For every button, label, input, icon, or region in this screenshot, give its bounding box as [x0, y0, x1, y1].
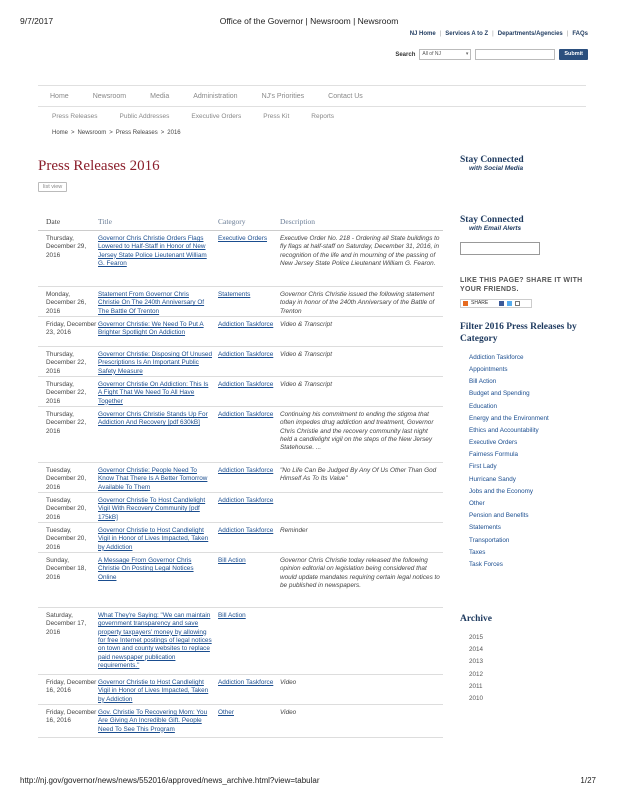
row-title-link[interactable]: Governor Chris Christie Orders Flags Lowered to Half-Staff in Honor of New Jersey State Police Lieutenant William G. Fearon: [98, 235, 207, 267]
table-row: [38, 493, 443, 523]
site-search: [395, 49, 588, 60]
row-category-cell: [218, 291, 280, 316]
twitter-icon: [507, 301, 512, 306]
row-description: Video & Transcript: [280, 351, 332, 358]
nav-priorities[interactable]: NJ's Priorities: [261, 92, 305, 100]
share-section: [460, 276, 595, 308]
share-label: SHARE: [471, 300, 489, 307]
category-filter-link[interactable]: Task Forces: [469, 560, 503, 568]
row-description-cell: [280, 557, 440, 607]
row-description-cell: [280, 497, 440, 522]
row-date-cell: [38, 351, 98, 376]
email-subheading: with Email Alerts: [469, 225, 522, 232]
row-date: Tuesday, December 20, 2016: [46, 527, 87, 551]
chevron-down-icon: ▾: [465, 51, 469, 57]
category-filter-link[interactable]: Ethics and Accountability: [469, 426, 539, 434]
row-category-cell: [218, 411, 280, 462]
row-category-link[interactable]: Addiction Taskforce: [218, 527, 274, 534]
nav-home[interactable]: Home: [50, 92, 69, 100]
social-section: [460, 155, 600, 172]
row-description-cell: [280, 527, 440, 552]
archive-year-link[interactable]: 2014: [469, 646, 484, 654]
category-filter-link[interactable]: Fairness Formula: [469, 451, 518, 459]
filter-heading: Filter 2016 Press Releases by Category: [460, 322, 577, 344]
row-title-link[interactable]: A Message From Governor Chris Christie On Posting Legal Notices Online: [98, 557, 194, 581]
archive-year-link[interactable]: 2015: [469, 634, 484, 641]
row-description: Governor Chris Christie today released the following opinion editorial on legislation being considered that would update mandates requiring certain legal notices to be published in newspapers.: [280, 557, 440, 589]
row-date-cell: [38, 321, 98, 346]
row-category-cell: [218, 351, 280, 376]
print-page-title: Office of the Governor | Newsroom | Newsroom: [219, 16, 399, 26]
category-filter-link[interactable]: Executive Orders: [469, 439, 518, 447]
breadcrumb-current: 2016: [167, 130, 181, 136]
nav-administration[interactable]: Administration: [193, 92, 238, 100]
category-filter-link[interactable]: Statements: [469, 524, 501, 532]
row-date: Thursday, December 22, 2016: [46, 411, 87, 435]
sub-nav: [52, 113, 334, 120]
row-title-cell: [98, 321, 218, 346]
row-title-link[interactable]: Governor Christie: We Need To Put A Brighter Spotlight On Addiction: [98, 321, 204, 337]
archive-heading: Archive: [460, 614, 493, 624]
column-header-description: Description: [280, 217, 315, 226]
row-title-cell: [98, 291, 218, 316]
row-category-cell: [218, 467, 280, 492]
row-title-cell: [98, 411, 218, 462]
row-category-link[interactable]: Bill Action: [218, 612, 246, 619]
breadcrumb-press-releases[interactable]: Press Releases: [115, 130, 158, 136]
row-category-cell: [218, 557, 280, 607]
separator: |: [492, 31, 494, 37]
row-date-cell: [38, 291, 98, 316]
row-description: Video & Transcript: [280, 381, 332, 388]
row-date-cell: [38, 709, 98, 737]
table-row: [38, 608, 443, 675]
row-description-cell: [280, 709, 440, 737]
nav-contact[interactable]: Contact Us: [328, 92, 363, 100]
archive-year-link[interactable]: 2010: [469, 694, 484, 702]
row-title-cell: [98, 235, 218, 286]
row-date-cell: [38, 411, 98, 462]
row-category-link[interactable]: Statements: [218, 291, 251, 298]
category-filter-link[interactable]: Energy and the Environment: [469, 414, 549, 422]
row-title-cell: [98, 467, 218, 492]
nav-media[interactable]: Media: [150, 92, 170, 100]
main-nav: [38, 85, 586, 107]
row-date: Friday, December 16, 2016: [46, 679, 97, 695]
row-description: Governor Chris Christie issued the following statement today in honor of the 240th Anniversary of the Battle of Trenton: [280, 291, 435, 315]
row-category-link[interactable]: Addiction Taskforce: [218, 321, 274, 328]
row-description-cell: [280, 321, 440, 346]
archive-section: [460, 614, 600, 707]
column-header-category: Category: [218, 217, 246, 226]
row-category-link[interactable]: Addiction Taskforce: [218, 351, 274, 358]
row-title-link[interactable]: Governor Christie to Host Candlelight Vigil in Honor of Lives Impacted, Taken by Addiction: [98, 527, 209, 551]
utility-link-departments[interactable]: Departments/Agencies: [497, 31, 563, 37]
list-view-button[interactable]: list view: [38, 182, 67, 192]
archive-list: [460, 634, 600, 707]
row-title-cell: [98, 351, 218, 376]
row-title-cell: [98, 497, 218, 522]
row-category-link[interactable]: Bill Action: [218, 557, 246, 564]
utility-link-nj-home[interactable]: NJ Home: [409, 31, 436, 37]
row-description: Video: [280, 709, 297, 716]
row-date: Monday, December 26, 2016: [46, 291, 87, 315]
utility-nav: [410, 31, 588, 37]
breadcrumb-separator: >: [109, 130, 113, 136]
row-date: Saturday, December 17, 2016: [46, 612, 87, 636]
row-date: Sunday, December 18, 2016: [46, 557, 87, 581]
utility-link-faqs[interactable]: FAQs: [572, 31, 588, 37]
social-subheading[interactable]: with Social Media: [469, 165, 524, 172]
search-label: Search: [395, 51, 416, 58]
archive-year-link[interactable]: 2011: [469, 682, 483, 690]
table-row: [38, 675, 443, 705]
row-category-cell: [218, 321, 280, 346]
row-title-link[interactable]: What They're Saying: "We can maintain government transparency and save property taxpayers' money by allowing for free Internet postings of legal notices on town and county websites to replace paid newspaper publication requirements.": [98, 612, 212, 669]
subnav-public-addresses[interactable]: Public Addresses: [119, 113, 170, 120]
utility-link-services[interactable]: Services A to Z: [445, 31, 489, 37]
category-filter-link[interactable]: First Lady: [469, 463, 497, 471]
breadcrumb: [52, 130, 181, 136]
row-date-cell: [38, 467, 98, 492]
row-category-link[interactable]: Addiction Taskforce: [218, 679, 274, 686]
breadcrumb-separator: >: [71, 130, 75, 136]
row-date-cell: [38, 527, 98, 552]
category-filter-link[interactable]: Taxes: [469, 548, 486, 556]
category-filter-link[interactable]: Budget and Spending: [469, 390, 530, 398]
subnav-press-kit[interactable]: Press Kit: [263, 113, 290, 120]
row-description-cell: [280, 679, 440, 704]
row-category-link[interactable]: Addiction Taskforce: [218, 381, 274, 388]
table-row: [38, 407, 443, 463]
separator: |: [566, 31, 569, 37]
row-category-cell: [218, 679, 280, 704]
row-title-link[interactable]: Gov. Christie To Recovering Mom: You Are Giving An Incredible Gift. People Need To See This Program: [98, 709, 208, 733]
row-title-cell: [98, 679, 218, 704]
category-filter-link[interactable]: Addiction Taskforce: [469, 353, 524, 361]
subnav-press-releases[interactable]: Press Releases: [52, 113, 98, 120]
category-filter-link[interactable]: Education: [469, 402, 498, 410]
column-header-title: Title: [98, 217, 112, 226]
subnav-executive-orders[interactable]: Executive Orders: [191, 113, 242, 120]
category-filter-link[interactable]: Hurricane Sandy: [469, 475, 516, 483]
row-date: Friday, December 16, 2016: [46, 709, 97, 725]
facebook-icon: [499, 301, 504, 306]
social-heading: Stay Connected: [460, 155, 524, 165]
category-filter-link[interactable]: Appointments: [469, 365, 508, 373]
row-date-cell: [38, 235, 98, 286]
row-title-cell: [98, 557, 218, 607]
row-date: Friday, December 23, 2016: [46, 321, 97, 337]
breadcrumb-separator: >: [160, 130, 165, 136]
breadcrumb-newsroom[interactable]: Newsroom: [77, 130, 107, 136]
nav-newsroom[interactable]: Newsroom: [92, 92, 127, 100]
search-submit-button[interactable]: Submit: [559, 49, 588, 60]
share-prompt: LIKE THIS PAGE? SHARE IT WITH YOUR FRIENDS.: [460, 277, 583, 294]
print-date: 9/7/2017: [20, 16, 54, 26]
table-row: [38, 317, 443, 347]
breadcrumb-home[interactable]: Home: [52, 130, 69, 136]
row-title-link[interactable]: Governor Christie: Disposing Of Unused Prescriptions Is An Important Public Safety Measure: [98, 351, 213, 375]
row-category-cell: [218, 235, 280, 286]
row-title-cell: [98, 381, 218, 406]
subnav-reports[interactable]: Reports: [311, 113, 335, 120]
row-description: Continuing his commitment to ending the stigma that often impedes drug addiction and treatment, Governor Chris Christie and the recovery community last night held a candlelight vigil on the steps of the New Jersey Statehouse. ...: [280, 411, 434, 452]
row-title-link[interactable]: Governor Christie: People Need To Know That There Is A Better Tomorrow Available To Them: [98, 467, 208, 491]
row-description-cell: [280, 467, 440, 492]
row-title-cell: [98, 612, 218, 674]
row-description: "No Life Can Be Judged By Any Of Us Other Than God Himself As To Its Value": [280, 467, 437, 483]
row-date: Tuesday, December 20, 2016: [46, 497, 87, 521]
print-footer-url: http://nj.gov/governor/news/news/552016/approved/news_archive.html?view=tabular: [20, 776, 320, 785]
archive-year-link[interactable]: 2012: [469, 670, 484, 678]
row-description-cell: [280, 411, 440, 462]
row-title-link[interactable]: Governor Chris Christie Stands Up For Addiction And Recovery [pdf 630kB]: [98, 411, 208, 427]
table-row: [38, 287, 443, 317]
row-description: Video & Transcript: [280, 321, 332, 328]
table-row: [38, 377, 443, 407]
row-description: Executive Order No. 218 - Ordering all State buildings to fly flags at half-staff on Saturday, December 31, 2016, in recognition of the life and in mourning of the passing of New Jersey State Police Lieutenant William G. Fearon.: [280, 235, 440, 267]
category-filter-link[interactable]: Jobs and the Economy: [469, 487, 534, 495]
row-category-link[interactable]: Addiction Taskforce: [218, 411, 274, 418]
row-description: Video: [280, 679, 297, 686]
table-header: [38, 213, 443, 231]
table-row: [38, 705, 443, 738]
category-filter-link[interactable]: Pension and Benefits: [469, 512, 529, 520]
row-title-cell: [98, 709, 218, 737]
table-row: [38, 523, 443, 553]
row-title-link[interactable]: Governor Christie To Host Candlelight Vigil With Recovery Community [pdf 175kB]: [98, 497, 206, 521]
row-category-cell: [218, 612, 280, 674]
row-title-link[interactable]: Statement From Governor Chris Christie On The 240th Anniversary Of The Battle Of Trenton: [98, 291, 205, 315]
row-description-cell: [280, 381, 440, 406]
press-release-table: [38, 213, 443, 738]
row-category-cell: [218, 709, 280, 737]
print-page-number: 1/27: [580, 776, 596, 785]
category-filter: [460, 322, 600, 573]
row-date-cell: [38, 679, 98, 704]
email-icon: [515, 301, 520, 306]
row-category-link[interactable]: Other: [218, 709, 234, 716]
search-input[interactable]: [475, 49, 555, 60]
share-button[interactable]: [460, 299, 532, 308]
email-heading: Stay Connected: [460, 215, 524, 225]
row-category-link[interactable]: Executive Orders: [218, 235, 268, 242]
column-header-date: Date: [46, 217, 61, 226]
category-filter-link[interactable]: Transportation: [469, 536, 510, 544]
row-title-link[interactable]: Governor Christie On Addiction: This Is A Fight That We Need To All Have Together: [98, 381, 209, 405]
row-title-link[interactable]: Governor Christie to Host Candlelight Vigil in Honor of Lives Impacted, Taken by Addiction: [98, 679, 209, 703]
table-row: [38, 231, 443, 287]
page-title: Press Releases 2016: [38, 158, 160, 174]
row-description-cell: [280, 235, 440, 286]
row-date: Thursday, December 22, 2016: [46, 351, 87, 375]
row-title-cell: [98, 527, 218, 552]
row-date: Thursday, December 22, 2016: [46, 381, 87, 405]
table-row: [38, 463, 443, 493]
table-row: [38, 553, 443, 608]
row-category-cell: [218, 381, 280, 406]
row-category-link[interactable]: Addiction Taskforce: [218, 497, 274, 504]
row-description: Reminder: [280, 527, 308, 534]
row-description-cell: [280, 612, 440, 674]
row-date-cell: [38, 557, 98, 607]
row-date: Thursday, December 29, 2016: [46, 235, 87, 259]
row-category-cell: [218, 527, 280, 552]
email-section: [460, 215, 600, 255]
row-date-cell: [38, 612, 98, 674]
category-list: [460, 354, 600, 573]
row-description-cell: [280, 351, 440, 376]
row-date-cell: [38, 497, 98, 522]
row-category-cell: [218, 497, 280, 522]
email-input[interactable]: [460, 242, 540, 255]
category-filter-link[interactable]: Bill Action: [469, 378, 497, 386]
search-scope-select[interactable]: [419, 49, 471, 60]
archive-year-link[interactable]: 2013: [469, 658, 484, 666]
row-description-cell: [280, 291, 440, 316]
search-scope-value: All of NJ: [422, 51, 441, 57]
share-icon: [463, 301, 468, 306]
row-category-link[interactable]: Addiction Taskforce: [218, 467, 274, 474]
row-date-cell: [38, 381, 98, 406]
separator: |: [439, 31, 442, 37]
table-row: [38, 347, 443, 377]
row-date: Tuesday, December 20, 2016: [46, 467, 87, 491]
category-filter-link[interactable]: Other: [469, 500, 485, 507]
